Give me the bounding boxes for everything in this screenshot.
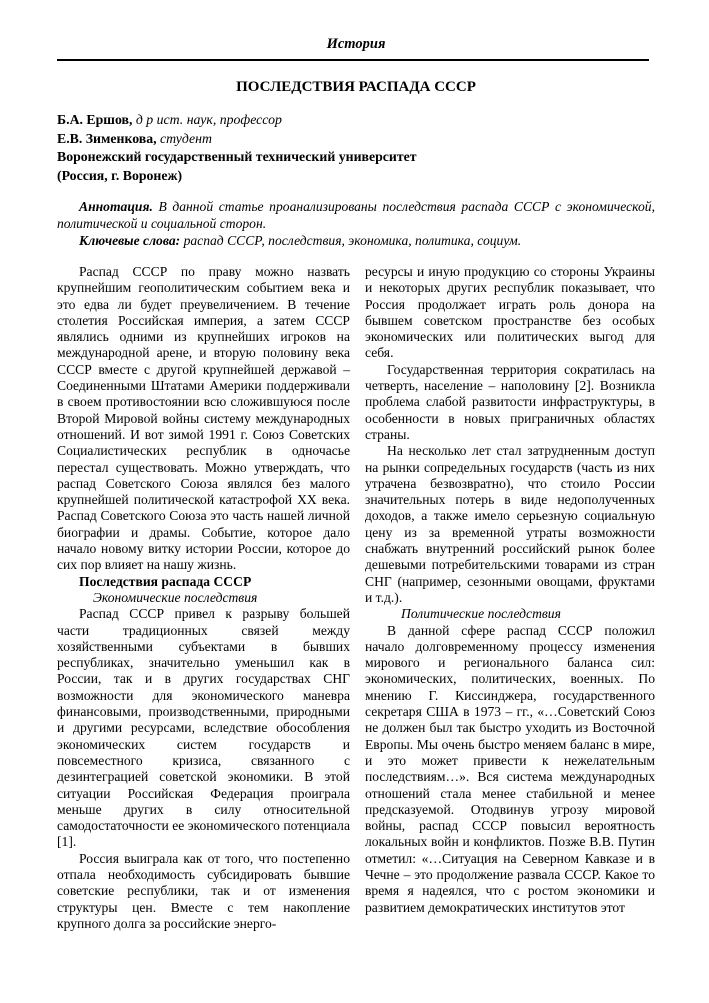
left-column	[57, 264, 350, 932]
body-paragraph: Россия выиграла как от того, что постепенно отпала необходимость субсидировать бывшие советские республики, так и от изменения структуры цен. Вместе с тем накопление крупного долга за российские энерго-	[57, 850, 350, 931]
right-column	[365, 264, 655, 932]
section-heading: Последствия распада СССР	[79, 573, 252, 589]
body-paragraph: Распад СССР по праву можно назвать крупнейшим геополитическим событием века и это едва ли будет преувеличением. В течение столетия Российская империя, а затем СССР являлись одними из крупнейших игроков на международной арене, и вторую половину века СССР вместе с другой крупнейшей державой – Соединенными Штатами Америки поддерживали в своем противостоянии всю сложившуюся после Второй Мировой войны систему международных отношений. И вот зимой 1991 г. Союз Советских Социалистических республик в одночасье перестал существовать. Можно утверждать, что распад Советского Союза являлся без малого крупнейшей политической катастрофой XX века. Распад Советского Союза это часть нашей личной биографии и драмы. Событие, которое дало начало новому витку истории России, которое до сих пор влияет на нашу жизнь.	[57, 264, 350, 573]
keywords-paragraph	[57, 232, 655, 249]
keywords-label: Ключевые слова:	[79, 233, 181, 248]
author-name: Е.В. Зименкова,	[57, 130, 157, 146]
body-paragraph: На несколько лет стал затрудненным доступ на рынки сопредельных государств (часть из них утрачена безвозвратно), что стоило России значительных потерь в виде недополученных доходов, а также имело серьезную социальную цену из за временной утраты возможности снабжать внутренний российский рынок более дешевыми потребительскими товарами из стран СНГ (например, сезонными овощами, фруктами и т.д.).	[365, 443, 655, 605]
two-column-body	[57, 264, 655, 932]
subsection-heading-political: Политические последствия	[401, 606, 561, 622]
header-rule	[57, 59, 649, 61]
subsection-heading-economic: Экономические последствия	[93, 589, 258, 605]
author-line	[57, 111, 655, 130]
article-title: ПОСЛЕДСТВИЯ РАСПАДА СССР	[236, 79, 476, 95]
keywords-text: распад СССР, последствия, экономика, политика, социум.	[183, 233, 522, 248]
abstract-label: Аннотация.	[79, 199, 153, 214]
author-role: д р ист. наук, профессор	[135, 112, 282, 127]
body-paragraph-continuation: ресурсы и иную продукцию со стороны Украины и некоторых других республик показывает, что Россия продолжает играть роль донора на бывшем советском пространстве без особых экономических или политических выгод для себя.	[365, 264, 655, 361]
abstract-text: В данной статье проанализированы последствия распада СССР с экономической, политической и социальной сторон.	[57, 199, 655, 231]
author-block	[57, 111, 655, 185]
author-role: студент	[160, 130, 212, 146]
affiliation: Воронежский государственный технический университет	[57, 149, 417, 164]
abstract-paragraph	[57, 198, 655, 232]
body-paragraph: Распад СССР привел к разрыву большей части традиционных связей между хозяйственными субъектами в бывших республиках, значительно уменьшил как в России, так и в других государствах СНГ возможности для экономического маневра финансовыми, производственными, природными и другими ресурсами, вследствие обособления экономических систем государств и повсеместного кризиса, связанного с дезинтеграцией советской экономики. В этой ситуации Российская Федерация проиграла меньше других в силу относительной самодостаточности ее экономического потенциала [1].	[57, 606, 350, 850]
affiliation-location: (Россия, г. Воронеж)	[57, 167, 183, 183]
author-line	[57, 130, 655, 149]
author-name: Б.А. Ершов,	[57, 112, 133, 127]
abstract-block	[57, 198, 655, 249]
section-header: История	[326, 36, 386, 52]
body-paragraph: Государственная территория сократилась на четверть, население – наполовину [2]. Возникла проблема слабой развитости инфраструктуры, в особенности в новых приграничных областях страны.	[365, 361, 655, 442]
body-paragraph: В данной сфере распад СССР положил начало долговременному процессу изменения мирового и регионального баланса сил: экономических, политических, военных. По мнению Г. Киссинджера, государственного секретаря США в 1973 – гг., «…Советский Союз не должен был так быстро уходить из Восточной Европы. Мы очень быстро меняем баланс в мире, и это может привести к нежелательным последствиям…». Вся система международных отношений стала менее стабильной и менее предсказуемой. Отодвинув угрозу мировой войны, распад СССР повысил вероятность локальных войн и конфликтов. Позже В.В. Путин отметил: «…Ситуация на Северном Кавказе и в Чечне – это продолжение развала СССР. Какое то время я надеялся, что с ростом экономики и развитием демократических институтов этот	[365, 622, 655, 915]
